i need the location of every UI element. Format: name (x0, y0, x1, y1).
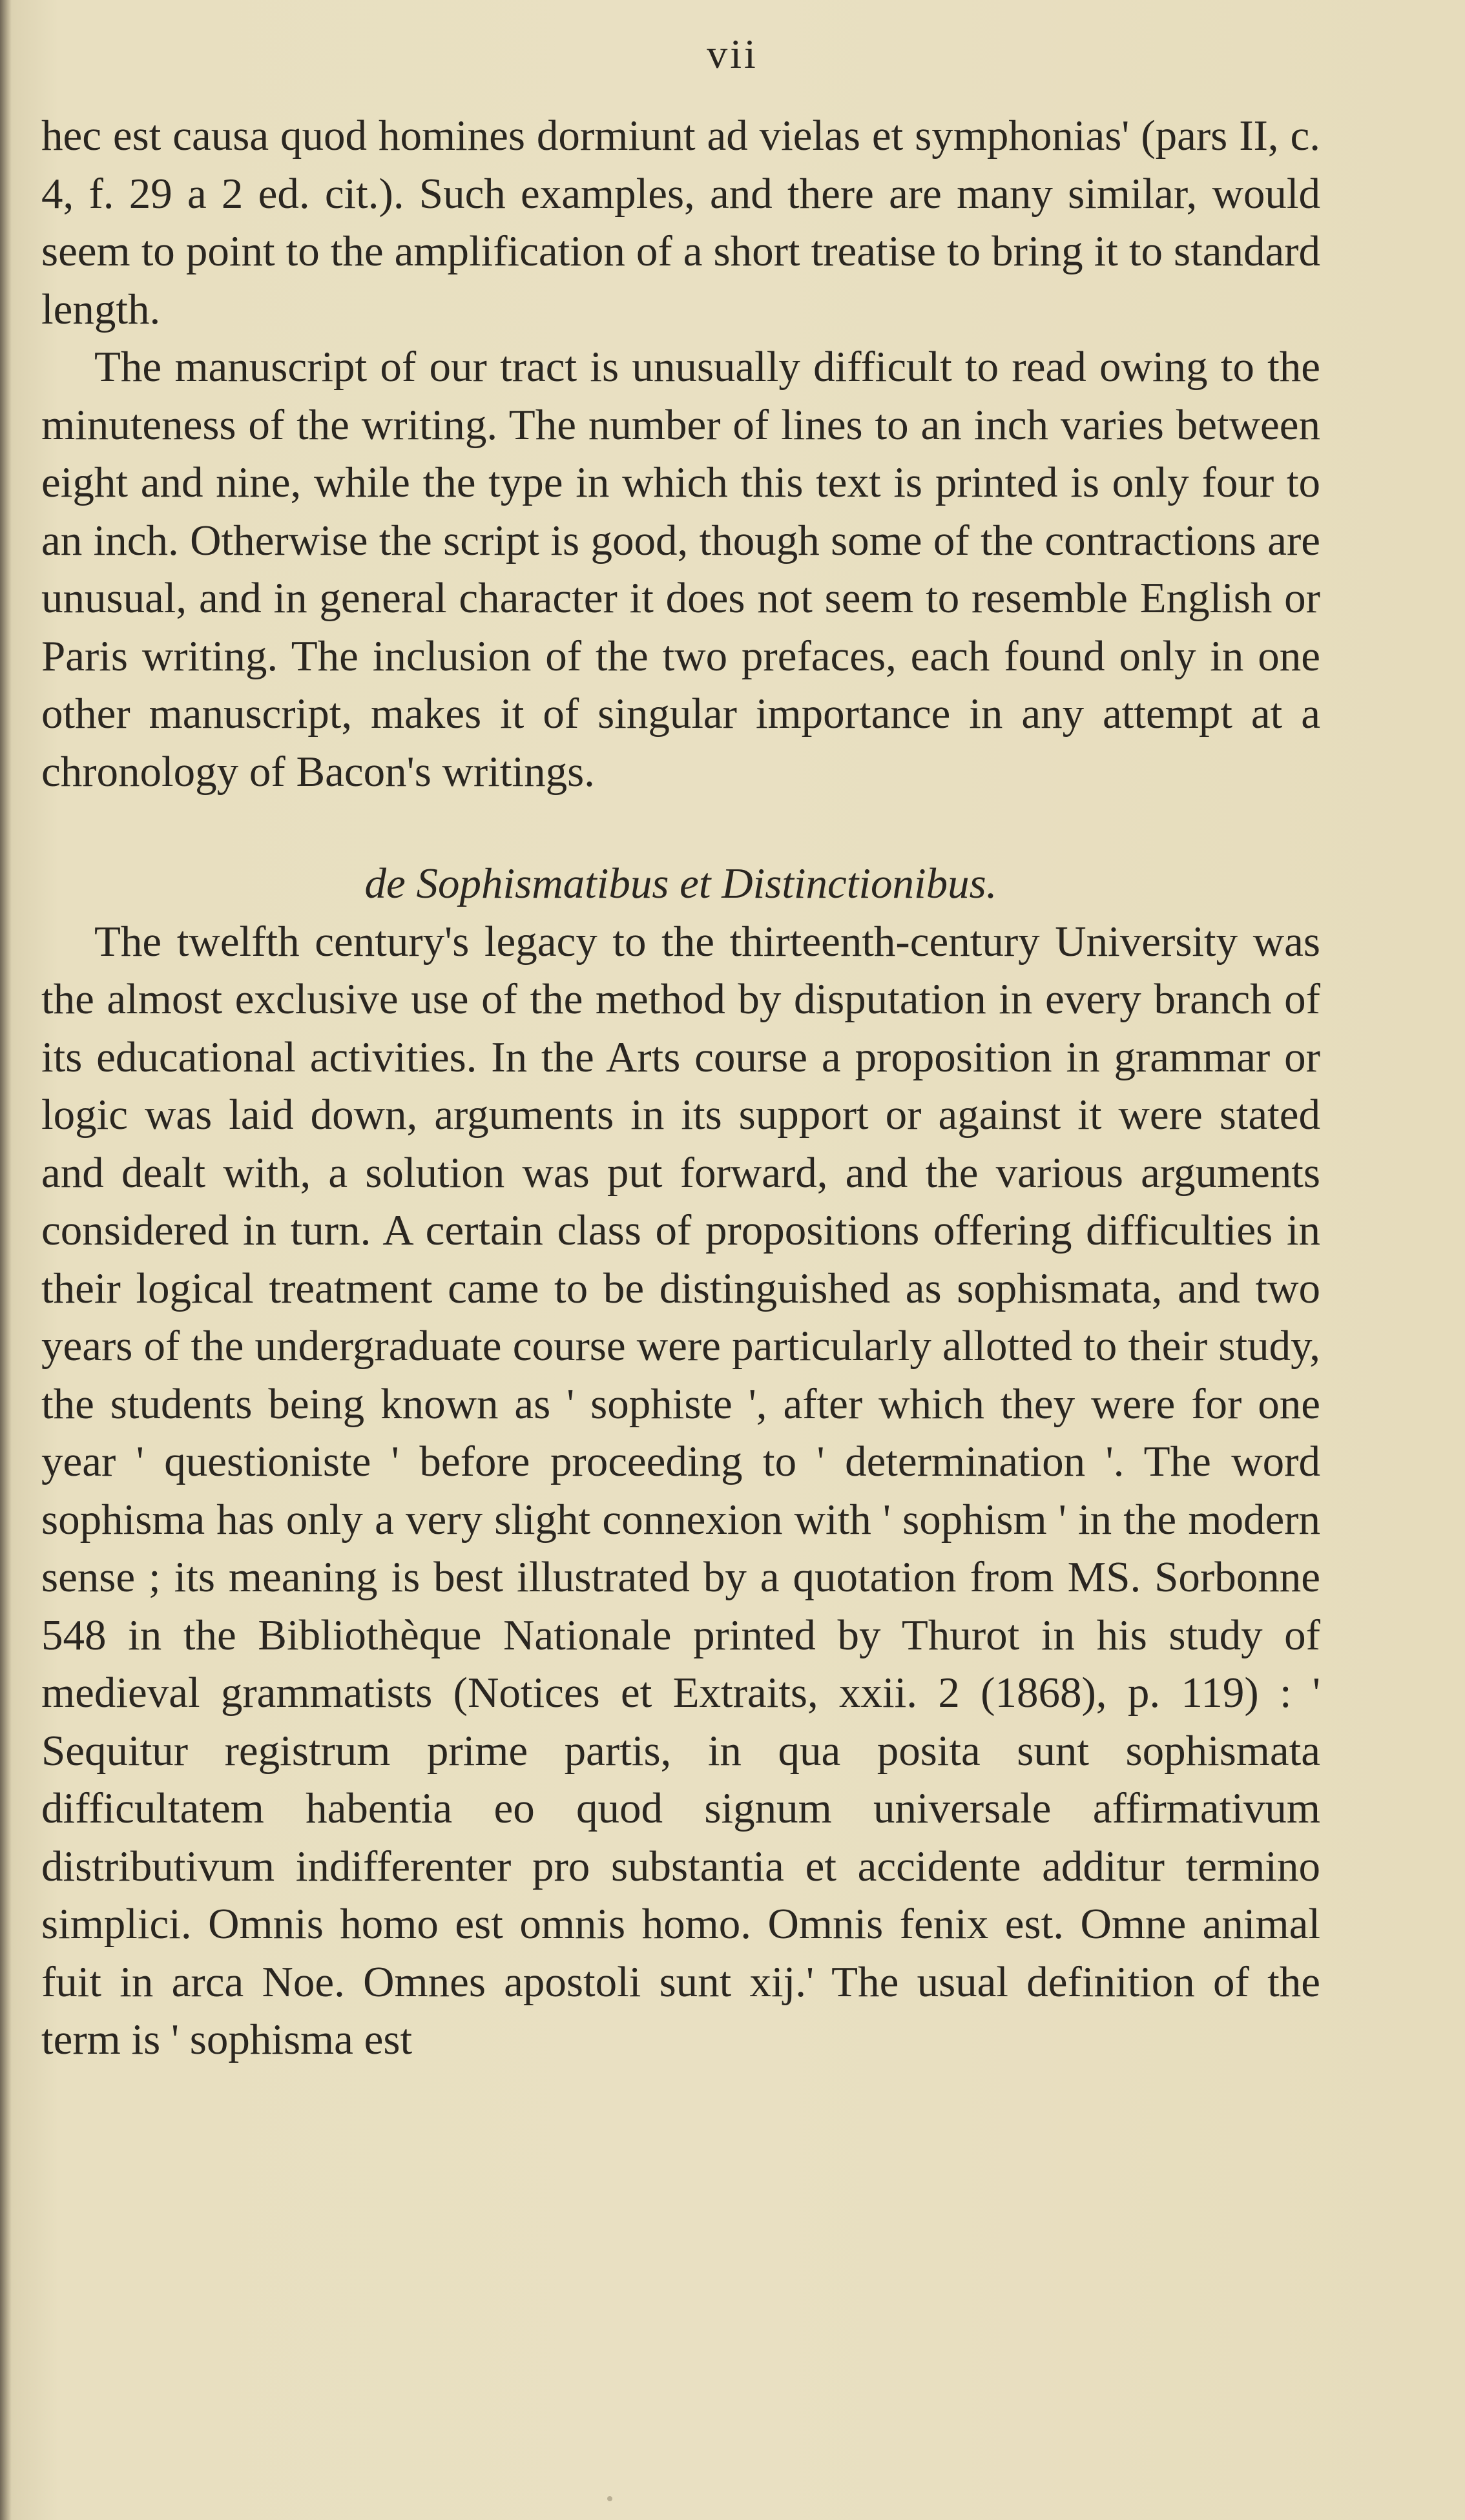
body-text (41, 107, 1320, 2069)
page-number: vii (707, 31, 758, 77)
paragraph-sophismata: The twelfth century's legacy to the thirteenth-century University was the almost exclusive use of the method by disputation in every branch of its educational activities. In the Arts course a proposition in grammar or logic was laid down, arguments in its support or against it were stated and dealt with, a solution was put forward, and the various arguments considered in turn. A certain class of propositions offering difficulties in their logical treatment came to be distinguished as sophismata, and two years of the undergraduate course were particularly allotted to their study, the students being known as ' sophiste ', after which they were for one year ' questioniste ' before proceeding to ' determination '. The word sophisma has only a very slight connexion with ' sophism ' in the modern sense ; its meaning is best illustrated by a quotation from MS. Sorbonne 548 in the Bibliothèque Nationale printed by Thurot in his study of medieval grammatists (Notices et Extraits, xxii. 2 (1868), p. 119) : ' Sequitur registrum prime partis, in qua posita sunt sophismata difficultatem habentia eo quod signum universale affirmativum distributivum indifferenter pro substantia et accidente additur termino simplici. Omnis homo est omnis homo. Omnis fenix est. Omne animal fuit in arca Noe. Omnes apostoli sunt xij.' The usual definition of the term is ' sophisma est (41, 917, 1320, 2063)
page-speck (607, 2496, 612, 2501)
page-gutter-shadow (0, 0, 12, 2520)
section-heading: de Sophismatibus et Distinctionibus. (364, 860, 997, 907)
paragraph-continuation: hec est causa quod homines dormiunt ad vielas et symphonias' (pars II, c. 4, f. 29 a 2 ed. cit.). Such examples, and there are many similar, would seem to point to the amplification of a short treatise to bring it to standard length. (41, 112, 1320, 333)
paragraph-manuscript: The manuscript of our tract is unusually difficult to read owing to the minuteness of the writing. The number of lines to an inch varies between eight and nine, while the type in which this text is printed is only four to an inch. Otherwise the script is good, though some of the contractions are unusual, and in general character it does not seem to resemble English or Paris writing. The inclusion of the two prefaces, each found only in one other manuscript, makes it of singular importance in any attempt at a chronology of Bacon's writings. (41, 343, 1320, 796)
